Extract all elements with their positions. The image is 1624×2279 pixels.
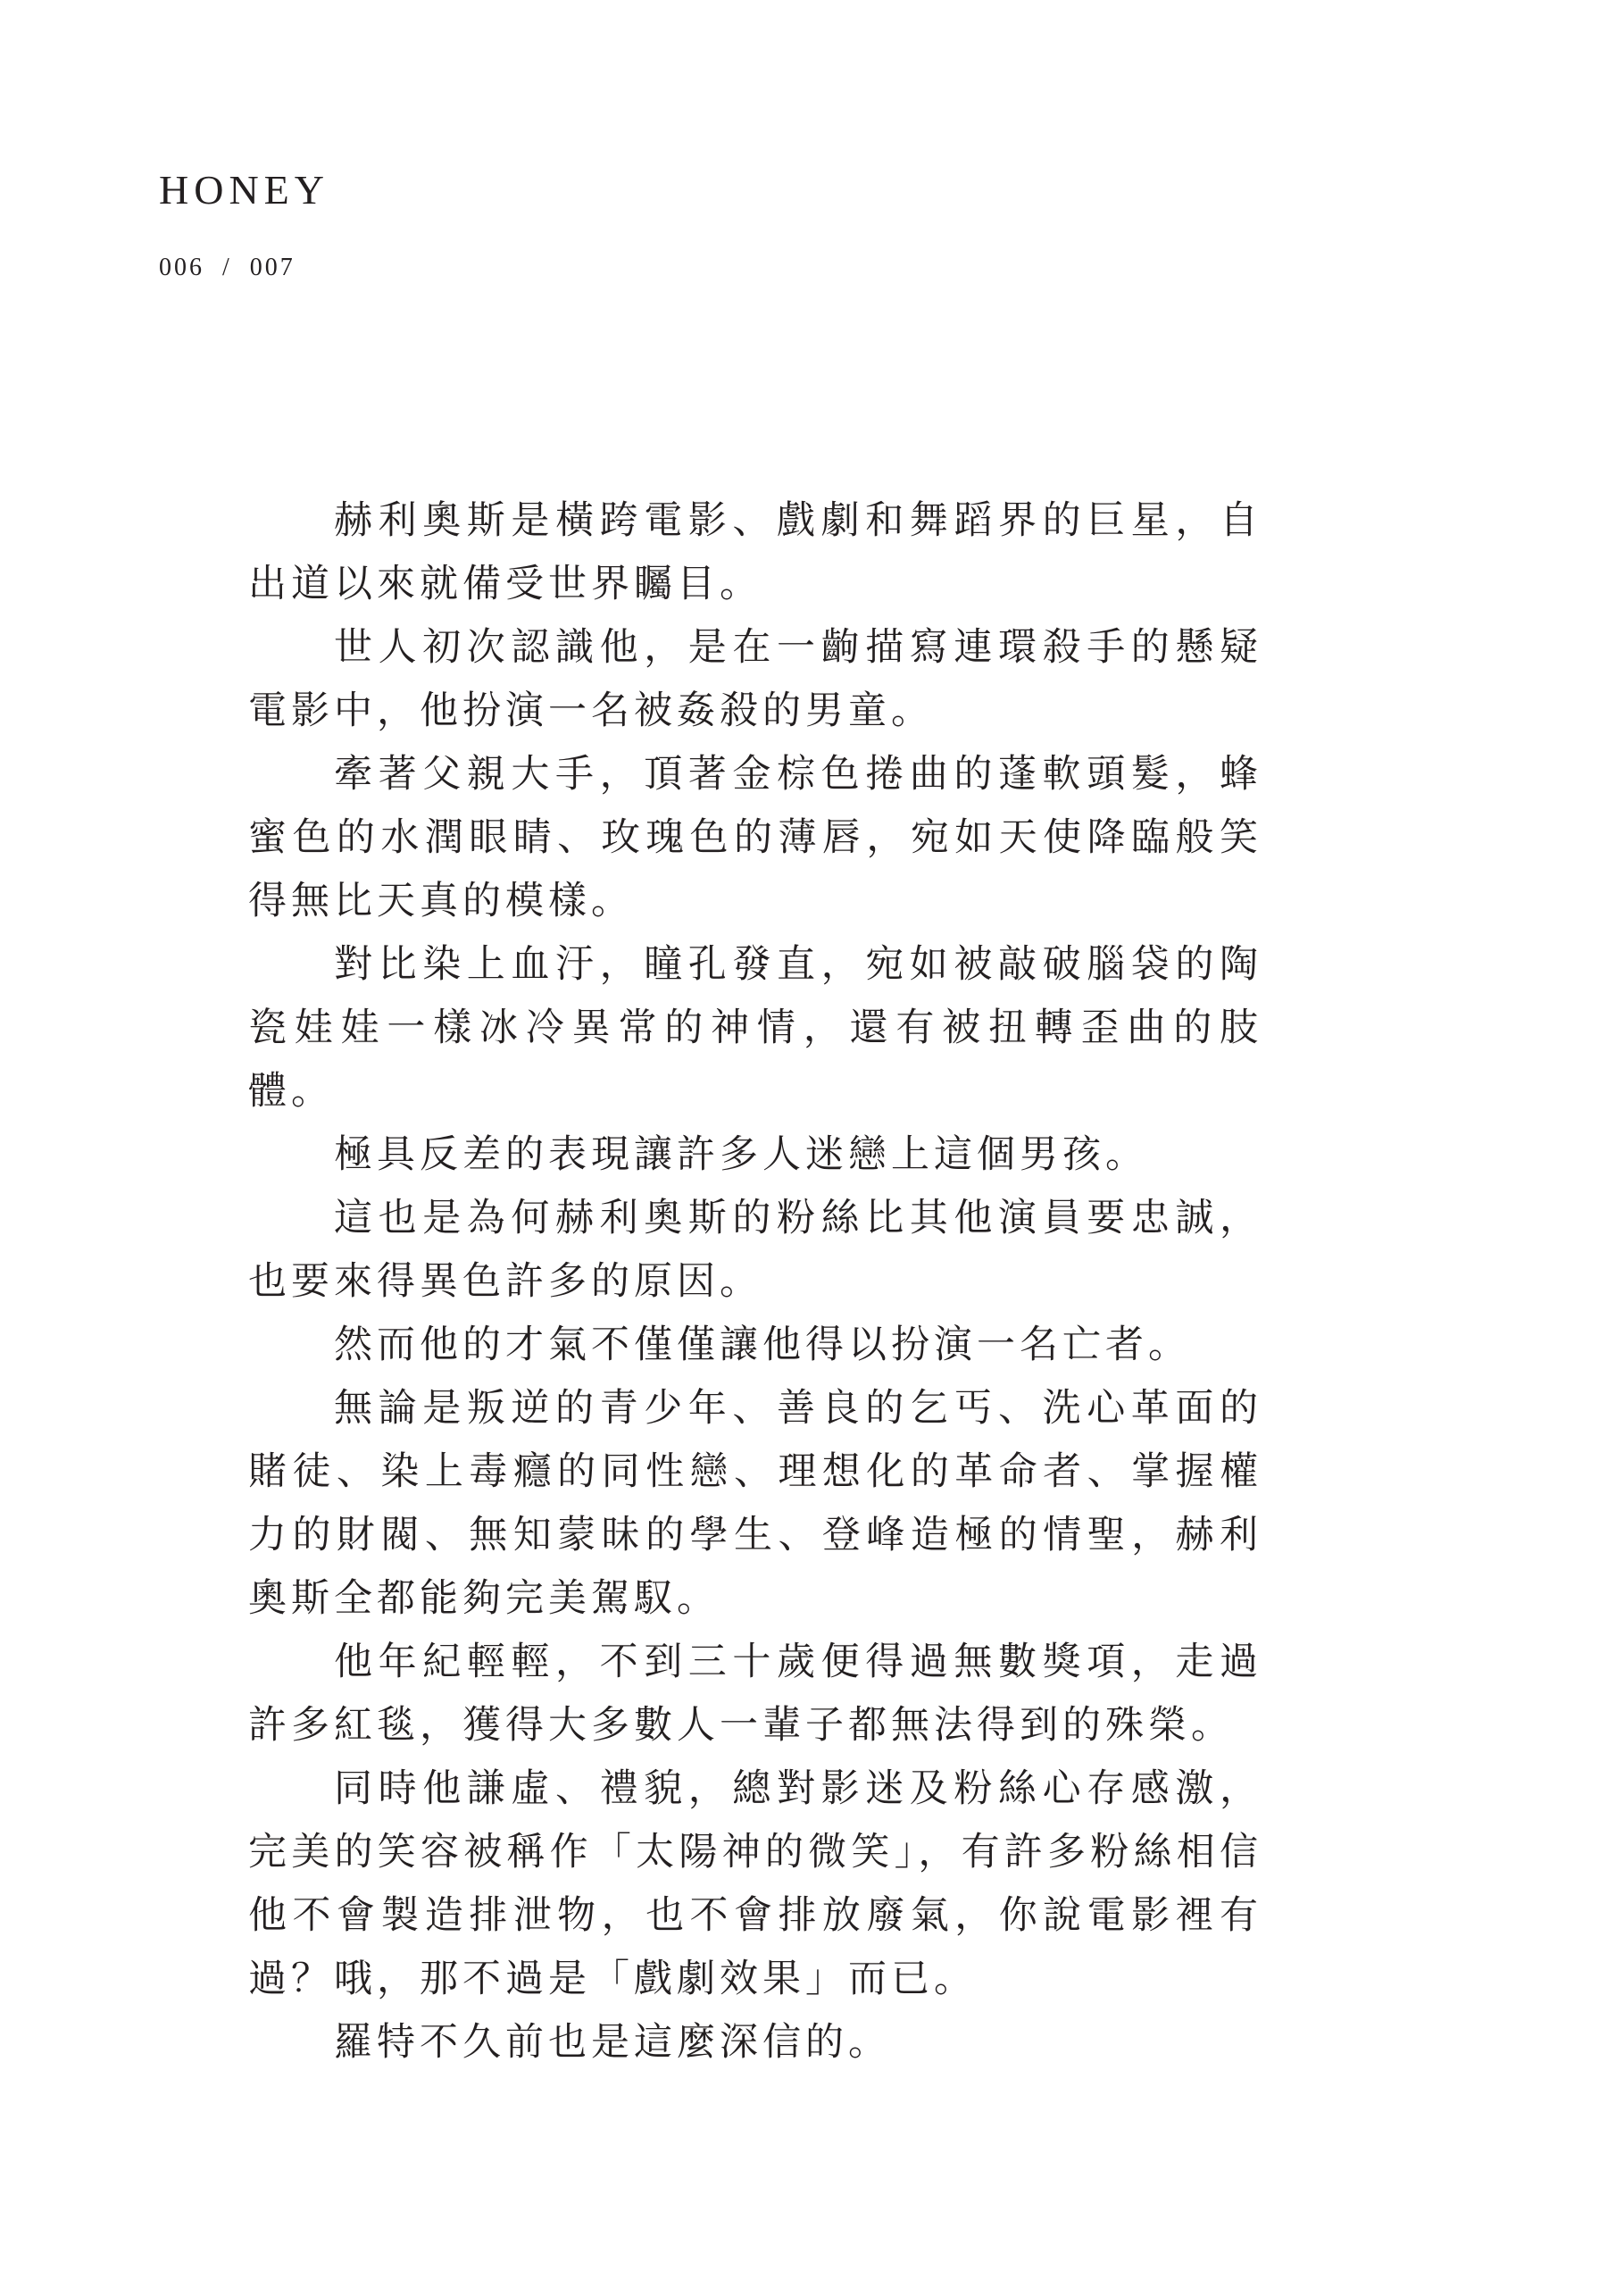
paragraph: 他年紀輕輕，不到三十歲便得過無數獎項，走過許多紅毯，獲得大多數人一輩子都無法得到的殊榮。 (248, 1640, 1262, 1748)
paragraph: 赫利奧斯是橫跨電影、戲劇和舞蹈界的巨星，自出道以來就備受世界矚目。 (248, 498, 1262, 606)
paragraph: 牽著父親大手，頂著金棕色捲曲的蓬軟頭髮，蜂蜜色的水潤眼睛、玫瑰色的薄唇，宛如天使降臨般笑得無比天真的模樣。 (248, 752, 1262, 923)
paragraph: 對比染上血汙，瞳孔發直，宛如被敲破腦袋的陶瓷娃娃一樣冰冷異常的神情，還有被扭轉歪曲的肢體。 (248, 942, 1262, 1114)
paragraph: 世人初次認識他，是在一齣描寫連環殺手的懸疑電影中，他扮演一名被姦殺的男童。 (248, 625, 1262, 733)
book-title: HONEY (159, 167, 329, 213)
paragraph: 然而他的才氣不僅僅讓他得以扮演一名亡者。 (334, 1323, 1191, 1367)
page-numbers: 006 / 007 (159, 254, 296, 281)
body-text (248, 489, 1262, 2074)
paragraph: 同時他謙虛、禮貌，總對影迷及粉絲心存感激，完美的笑容被稱作「太陽神的微笑」，有許多粉絲相信他不會製造排泄物，也不會排放廢氣，你說電影裡有過？哦，那不過是「戲劇效果」而已。 (248, 1766, 1262, 2001)
page-header (159, 167, 329, 281)
paragraph: 極具反差的表現讓許多人迷戀上這個男孩。 (334, 1132, 1148, 1177)
paragraph: 羅特不久前也是這麼深信的。 (334, 2020, 891, 2065)
paragraph: 無論是叛逆的青少年、善良的乞丐、洗心革面的賭徒、染上毒癮的同性戀、理想化的革命者、掌握權力的財閥、無知蒙昧的學生、登峰造極的情聖，赫利奧斯全都能夠完美駕馭。 (248, 1386, 1262, 1621)
paragraph: 這也是為何赫利奧斯的粉絲比其他演員要忠誠，也要來得異色許多的原因。 (248, 1196, 1262, 1304)
